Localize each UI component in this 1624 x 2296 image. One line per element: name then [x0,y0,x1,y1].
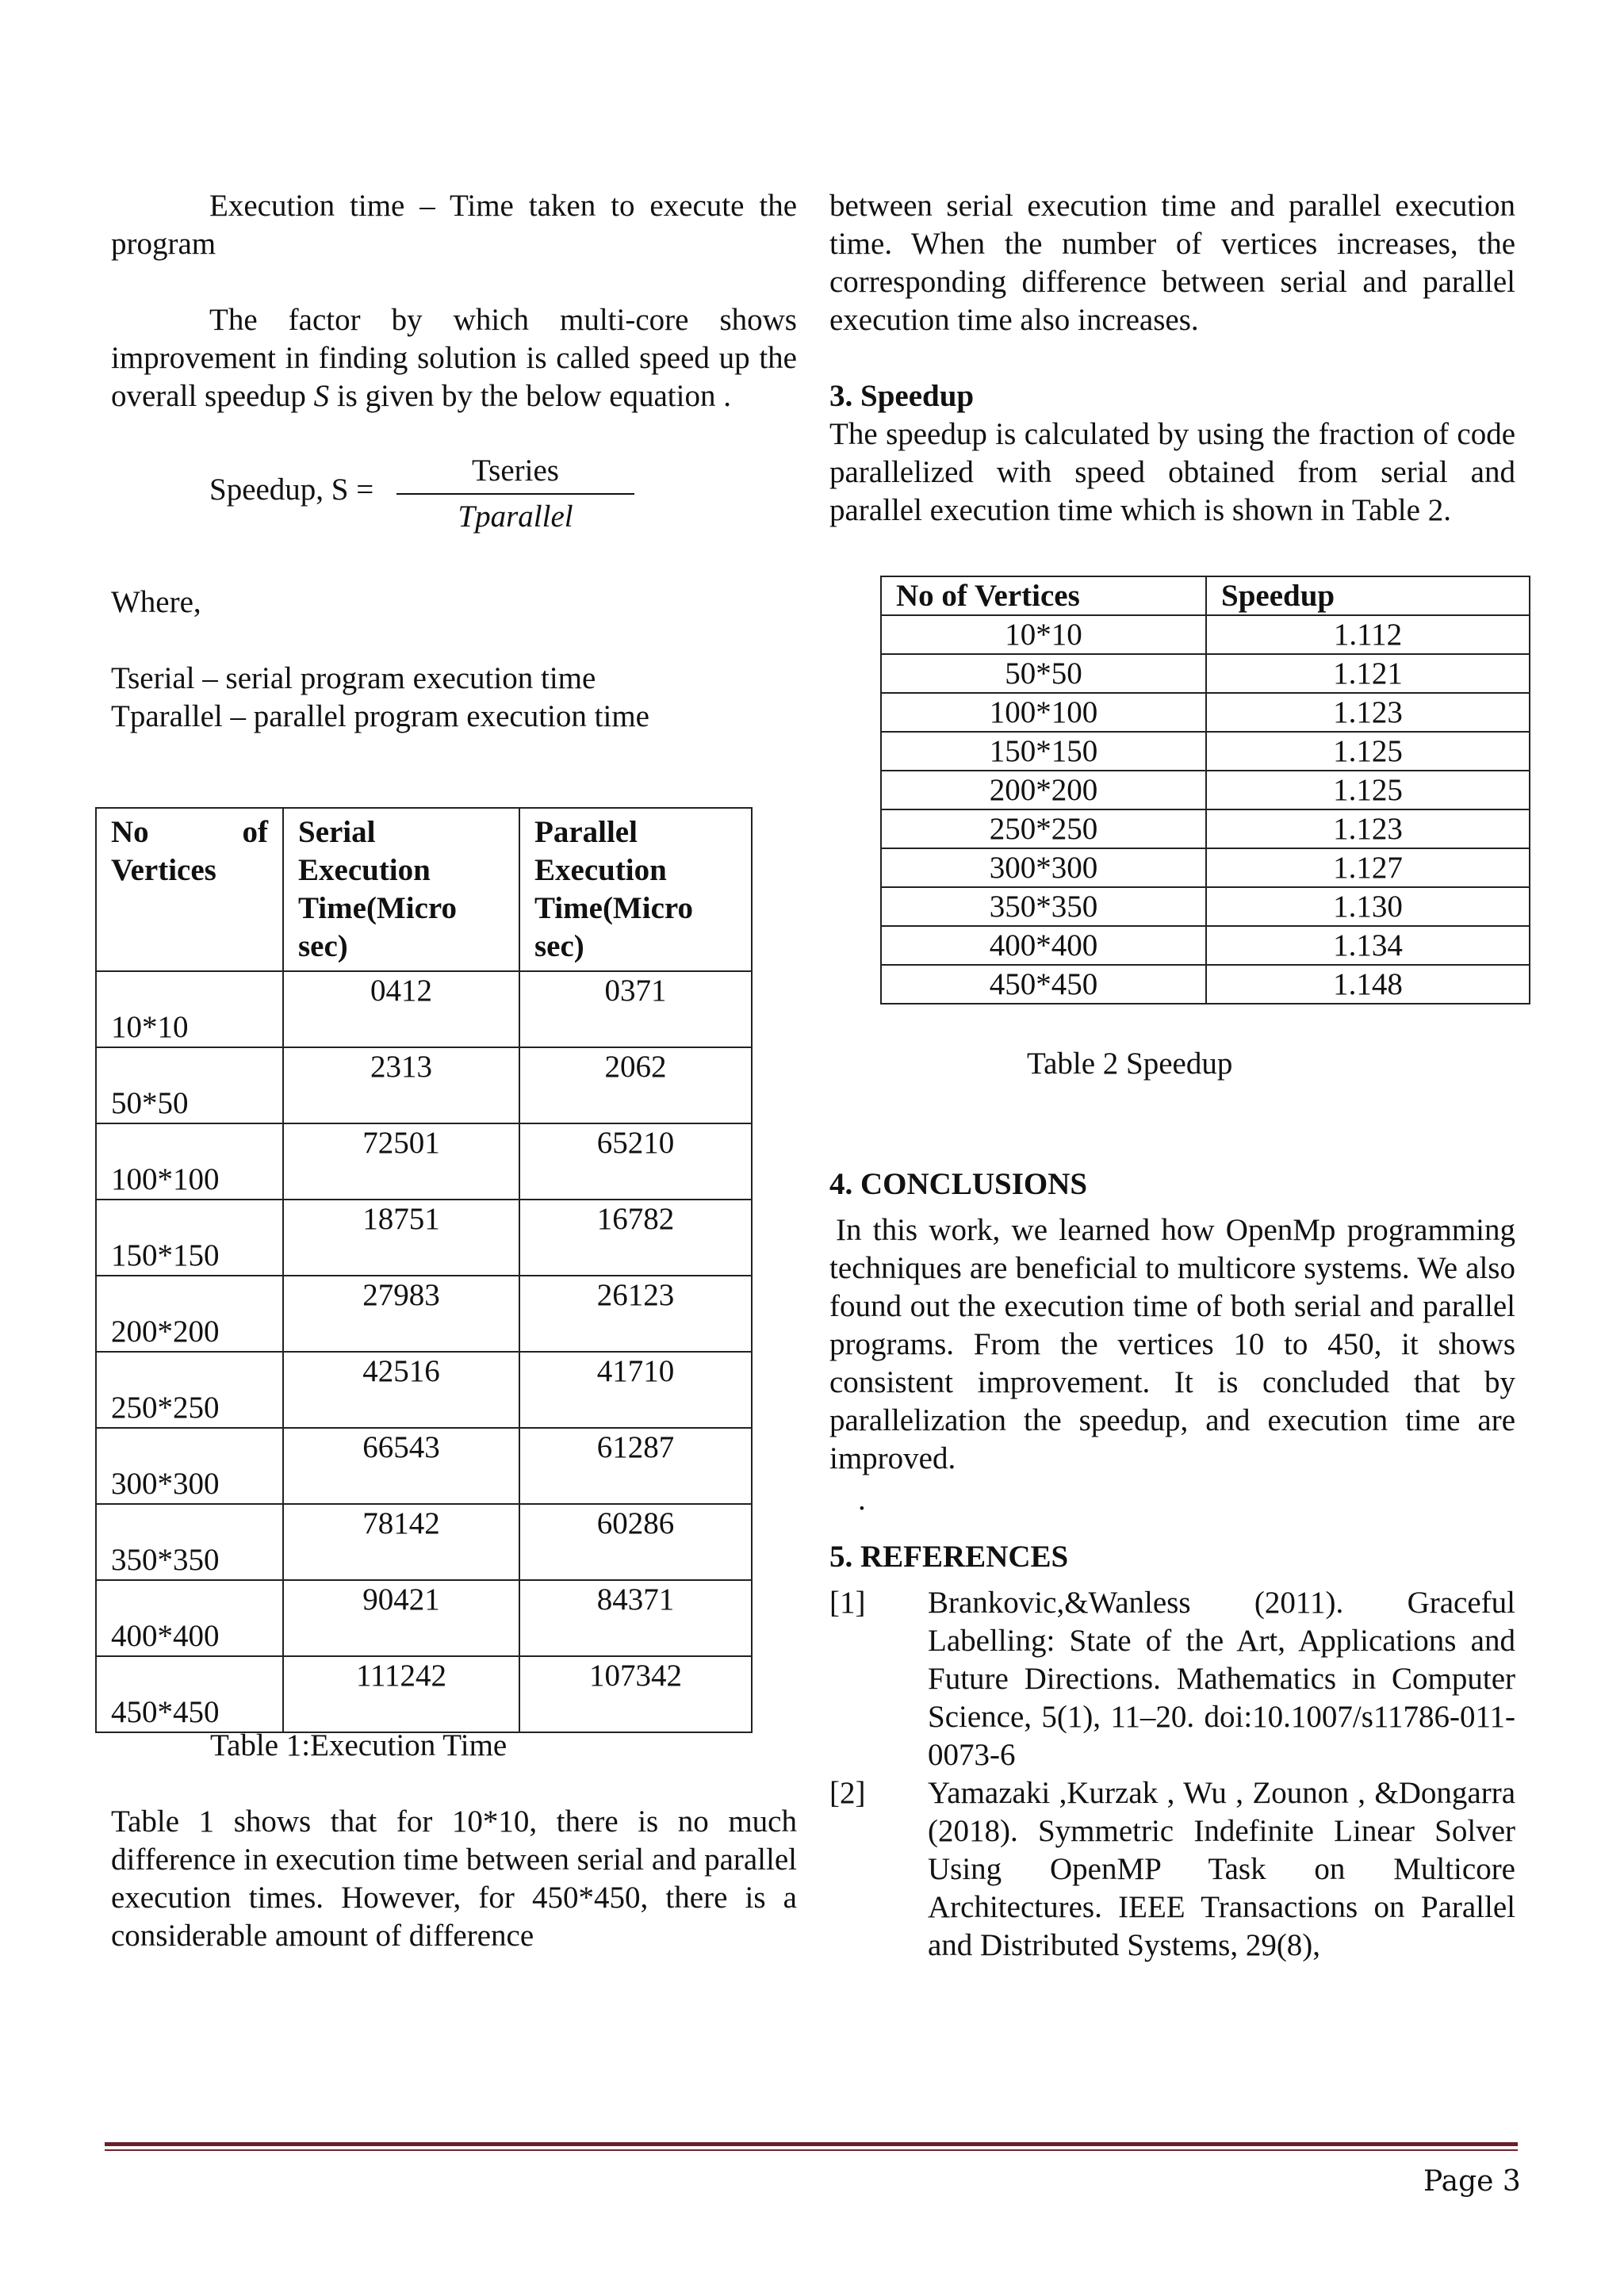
vertices-cell: 50*50 [96,1047,283,1123]
vertices-cell: 100*100 [96,1123,283,1200]
table-row [881,771,1530,809]
table-row [96,1428,752,1504]
reference-2-text: Yamazaki ,Kurzak , Wu , Zounon , &Dongarra (2018). Symmetric Indefinite Linear Solver Using OpenMP Task on Multicore Architectures. IEEE Transactions on Parallel and Distributed Systems, 29(8), [928,1776,1515,1962]
speedup-intro-text: The factor by which multi-core shows improvement in finding solution is called speed up the overall speedup [111,303,797,413]
header-vertices-word1: No [111,815,149,849]
speedup-cell: 1.130 [1206,887,1530,926]
vertices-cell: 400*400 [96,1580,283,1656]
table-row [881,615,1530,654]
speedup-cell: 1.121 [1206,654,1530,693]
parallel-time-cell: 65210 [519,1123,752,1200]
equation-denominator: Tparallel [458,499,573,534]
serial-time-cell: 78142 [283,1504,519,1580]
table-header-row [96,808,752,971]
speedup-cell: 1.123 [1206,809,1530,848]
speedup-heading: 3. Speedup [829,379,975,413]
vertices-cell: 450*450 [881,965,1206,1004]
speedup-intro-tail: is given by the below equation . [329,379,731,413]
table-row [96,971,752,1047]
conclusions-paragraph: In this work, we learned how OpenMp programming techniques are beneficial to multicore systems. We also found out the execution time of both serial and parallel programs. From the vertices 10 to 450, it shows consistent improvement. It is concluded that by parallelization the speedup, and execution time are improved. [829,1213,1515,1475]
table-row [881,848,1530,887]
speedup-cell: 1.148 [1206,965,1530,1004]
speedup-cell: 1.134 [1206,926,1530,965]
vertices-cell: 150*150 [881,732,1206,771]
vertices-cell: 150*150 [96,1200,283,1276]
table-row [96,1352,752,1428]
parallel-time-cell: 84371 [519,1580,752,1656]
vertices-cell: 200*200 [881,771,1206,809]
header-vertices-word2: of [242,815,268,849]
vertices-cell: 50*50 [881,654,1206,693]
page-number: Page 3 [1423,2165,1521,2198]
serial-time-cell: 2313 [283,1047,519,1123]
vertices-cell: 10*10 [96,971,283,1047]
execution-time-table [95,807,753,1733]
table-header-row [881,576,1530,615]
references-heading: 5. REFERENCES [829,1540,1069,1574]
equation-numerator: Tseries [472,453,559,488]
serial-time-cell: 72501 [283,1123,519,1200]
speedup-cell: 1.112 [1206,615,1530,654]
parallel-time-cell: 26123 [519,1276,752,1352]
header-speedup: Speedup [1206,576,1530,615]
table1-caption: Table 1:Execution Time [210,1728,508,1762]
table-row [96,1123,752,1200]
stray-dot: . [858,1483,866,1517]
parallel-time-cell: 41710 [519,1352,752,1428]
header-vertices: No of Vertices [881,576,1206,615]
parallel-time-cell: 61287 [519,1428,752,1504]
vertices-cell: 100*100 [881,693,1206,732]
speedup-table [880,576,1530,1004]
reference-2 [829,1774,1515,1962]
table-row [881,965,1530,1004]
serial-time-cell: 111242 [283,1656,519,1732]
footer-rule-thin [105,2149,1518,2151]
speedup-cell: 1.125 [1206,732,1530,771]
vertices-cell: 10*10 [881,615,1206,654]
table-row [96,1047,752,1123]
header-parallel-time: Parallel Execution Time(Micro sec) [519,808,752,971]
serial-time-cell: 66543 [283,1428,519,1504]
equation-fraction-bar [396,493,634,495]
header-vertices [96,808,283,971]
table-row [96,1504,752,1580]
reference-1-text: Brankovic,&Wanless (2011). Graceful Labelling: State of the Art, Applications and Future Directions. Mathematics in Computer Science, 5(1), 11–20. doi:10.1007/s11786-011-0073-6 [928,1586,1515,1772]
speedup-cell: 1.123 [1206,693,1530,732]
table1-discussion: Table 1 shows that for 10*10, there is no much difference in execution time between serial and parallel execution times. However, for 450*450, there is a considerable amount of difference [111,1804,797,1953]
speedup-cell: 1.125 [1206,771,1530,809]
parallel-time-cell: 60286 [519,1504,752,1580]
table-row [881,732,1530,771]
vertices-cell: 350*350 [881,887,1206,926]
equation-label: Speedup, S = [209,473,374,507]
reference-2-number: [2] [829,1776,866,1810]
conclusions-heading: 4. CONCLUSIONS [829,1167,1088,1201]
header-serial-time: Serial Execution Time(Micro sec) [283,808,519,971]
speedup-variable: S [313,379,330,413]
vertices-cell: 400*400 [881,926,1206,965]
table-row [96,1656,752,1732]
speedup-intro-paragraph [111,301,797,415]
table-row [881,654,1530,693]
speedup-cell: 1.127 [1206,848,1530,887]
tserial-definition: Tserial – serial program execution time [111,661,596,695]
serial-time-cell: 90421 [283,1580,519,1656]
vertices-cell: 350*350 [96,1504,283,1580]
reference-1 [829,1584,1515,1772]
vertices-cell: 300*300 [881,848,1206,887]
table-row [881,887,1530,926]
parallel-time-cell: 0371 [519,971,752,1047]
serial-time-cell: 0412 [283,971,519,1047]
tparallel-definition: Tparallel – parallel program execution time [111,699,649,733]
reference-1-number: [1] [829,1586,866,1620]
table-row [96,1200,752,1276]
table-row [96,1276,752,1352]
vertices-cell: 250*250 [881,809,1206,848]
vertices-cell: 200*200 [96,1276,283,1352]
vertices-cell: 300*300 [96,1428,283,1504]
footer-rule-thick [105,2142,1518,2146]
table-row [881,693,1530,732]
vertices-cell: 250*250 [96,1352,283,1428]
header-vertices-word3: Vertices [111,853,216,887]
parallel-time-cell: 16782 [519,1200,752,1276]
table-row [96,1580,752,1656]
table-row [881,809,1530,848]
execution-time-definition: Execution time – Time taken to execute the program [111,189,797,261]
speedup-paragraph: The speedup is calculated by using the fraction of code parallelized with speed obtained from serial and parallel execution time which is shown in Table 2. [829,417,1515,527]
serial-time-cell: 27983 [283,1276,519,1352]
parallel-time-cell: 2062 [519,1047,752,1123]
difference-paragraph: between serial execution time and parallel execution time. When the number of vertices increases, the corresponding difference between serial and parallel execution time also increases. [829,189,1515,337]
serial-time-cell: 42516 [283,1352,519,1428]
serial-time-cell: 18751 [283,1200,519,1276]
table-row [881,926,1530,965]
parallel-time-cell: 107342 [519,1656,752,1732]
table2-caption: Table 2 Speedup [1027,1047,1233,1081]
vertices-cell: 450*450 [96,1656,283,1732]
where-label: Where, [111,585,201,619]
